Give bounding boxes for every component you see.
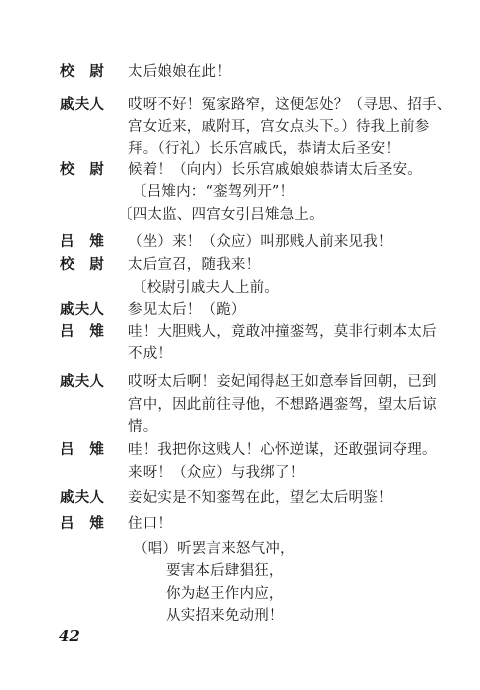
script-line (0, 233, 480, 253)
dialogue-text: 〔吕雉内：“銮驾列开”！ (132, 184, 295, 200)
script-line (0, 256, 480, 276)
script-line (0, 140, 480, 160)
dialogue-text: 哎呀不好！冤家路窄，这便怎处？（寻思、招手、 (128, 97, 452, 113)
dialogue-text: 参见太后！（跪） (128, 302, 246, 318)
script-line (0, 585, 480, 605)
script-line (0, 515, 480, 535)
dialogue-text: 哇！大胆贱人，竟敢冲撞銮驾，莫非行刺本太后 (128, 324, 437, 340)
speaker-name: 校 尉 (60, 63, 105, 80)
dialogue-text: 来呀！（众应）与我绑了！ (128, 465, 305, 481)
speaker-name: 戚夫人 (60, 373, 105, 390)
dialogue-text: 住口！ (128, 516, 173, 532)
dialogue-text: 哎呀太后啊！妾妃闻得赵王如意奉旨回朝，已到 (128, 374, 437, 390)
speaker-name: 吕 雉 (60, 441, 105, 458)
speaker-name: 校 尉 (60, 161, 105, 178)
speaker-name: 吕 雉 (60, 515, 105, 532)
speaker-name: 戚夫人 (60, 301, 105, 318)
dialogue-text: 哇！我把你这贱人！心怀逆谋，还敢强词夺理。 (128, 442, 437, 458)
script-line (0, 183, 480, 203)
dialogue-text: 〔四太监、四宫女引吕雉急上。 (118, 207, 324, 223)
dialogue-text: 太后娘娘在此！ (128, 64, 231, 80)
script-line (0, 540, 480, 560)
speaker-name: 戚夫人 (60, 489, 105, 506)
dialogue-text: 要害本后肆猖狂， (166, 563, 284, 579)
script-line (0, 396, 480, 416)
script-line (0, 562, 480, 582)
script-line (0, 441, 480, 461)
script-line (0, 118, 480, 138)
script-line (0, 323, 480, 343)
dialogue-text: 从实招来免动刑！ (166, 608, 284, 624)
dialogue-text: 情。 (128, 419, 158, 435)
speaker-name: 戚夫人 (60, 96, 105, 113)
dialogue-text: 不成！ (128, 346, 173, 362)
script-line (0, 96, 480, 116)
dialogue-text: （坐）来！（众应）叫那贱人前来见我！ (128, 234, 393, 250)
script-line (0, 63, 480, 83)
script-line (0, 418, 480, 438)
script-line (0, 161, 480, 181)
script-line (0, 464, 480, 484)
dialogue-text: （唱）听罢言来怒气冲， (133, 541, 295, 557)
dialogue-text: 宫女近来，戚附耳，宫女点头下。）待我上前参 (128, 119, 430, 135)
dialogue-text: 你为赵王作内应， (166, 586, 284, 602)
script-line (0, 489, 480, 509)
speaker-name: 校 尉 (60, 256, 105, 273)
dialogue-text: 候着！（向内）长乐宫戚娘娘恭请太后圣安。 (128, 162, 422, 178)
dialogue-text: 宫中，因此前往寻他，不想路遇銮驾，望太后谅 (128, 397, 437, 413)
script-line (0, 607, 480, 627)
dialogue-text: 妾妃实是不知銮驾在此，望乞太后明鉴！ (128, 490, 393, 506)
speaker-name: 吕 雉 (60, 233, 105, 250)
script-line (0, 279, 480, 299)
dialogue-text: 太后宣召，随我来！ (128, 257, 261, 273)
script-line (0, 301, 480, 321)
script-line (0, 345, 480, 365)
dialogue-text: 拜。（行礼）长乐宫戚氏，恭请太后圣安！ (128, 141, 401, 157)
page-number: 42 (59, 627, 80, 645)
dialogue-text: 〔校尉引戚夫人上前。 (132, 280, 279, 296)
speaker-name: 吕 雉 (60, 323, 105, 340)
script-line (0, 206, 480, 226)
script-line (0, 373, 480, 393)
